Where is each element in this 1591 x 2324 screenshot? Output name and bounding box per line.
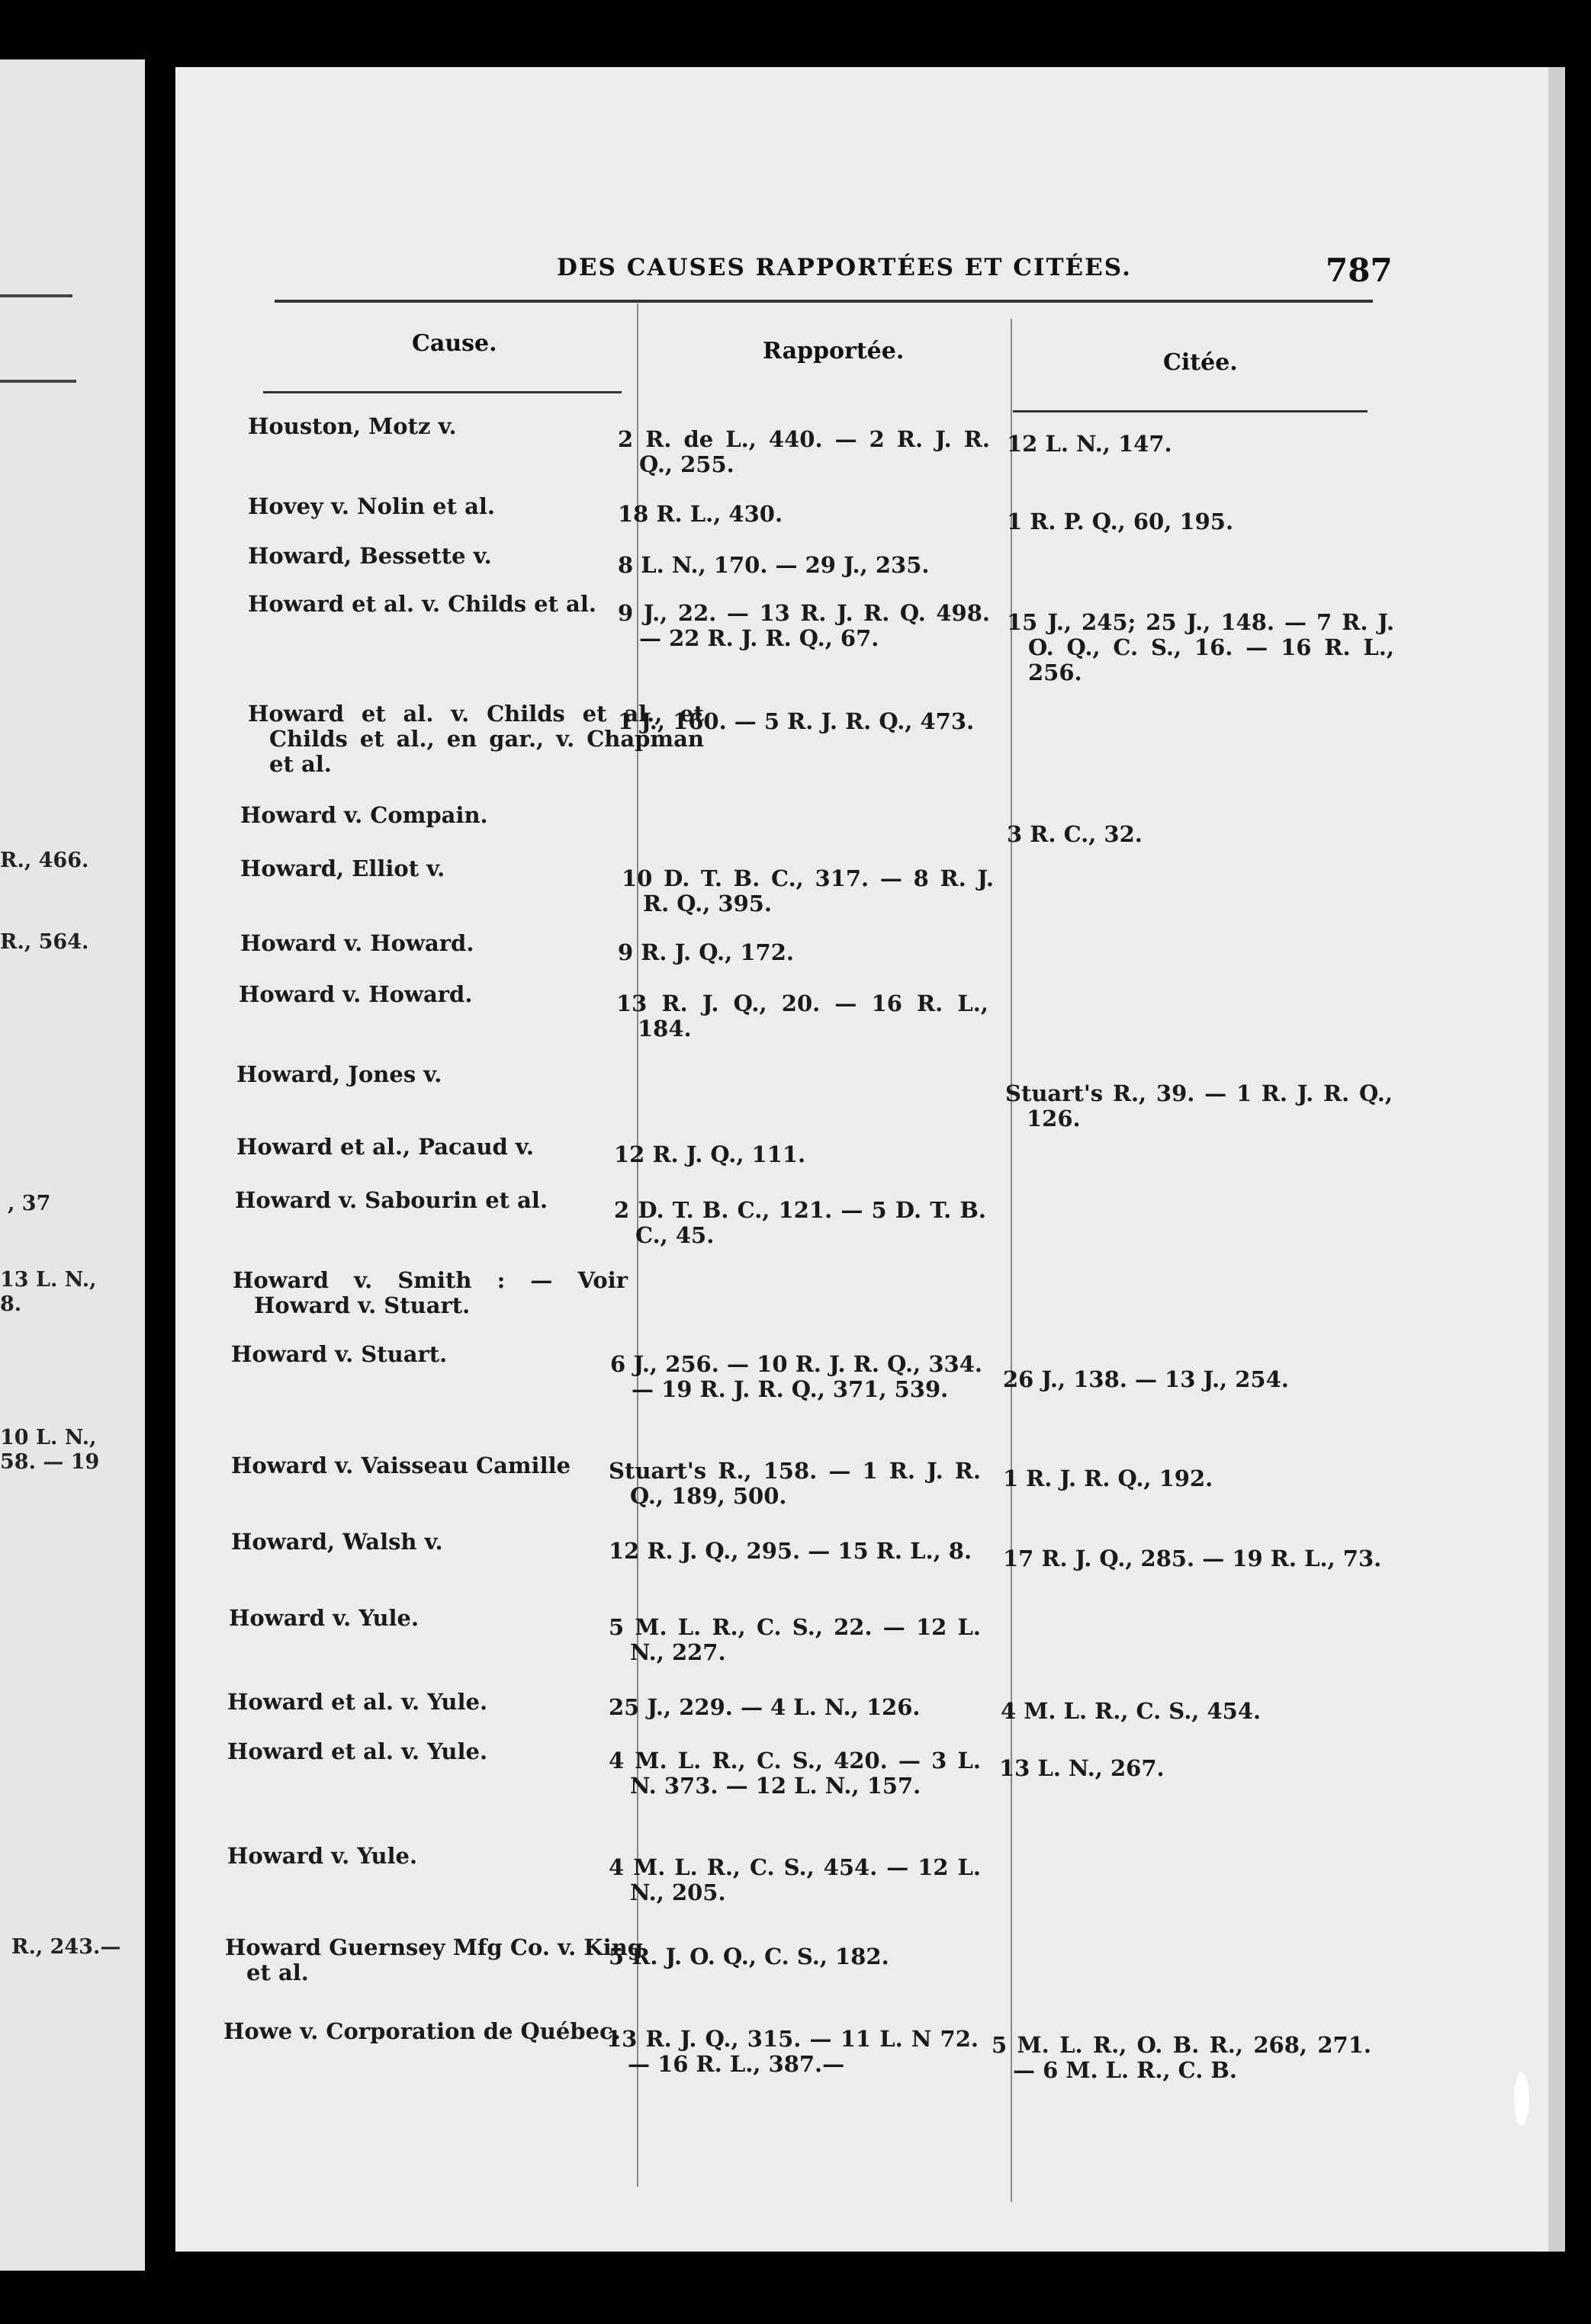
left-fragment: 58. — 19 [0,1450,100,1474]
page-edge [1548,67,1565,2252]
cause-cell: Howard v. Vaisseau Camille [231,1452,571,1478]
cause-cell: Howard v. Howard. [239,981,473,1007]
rapportee-cell: 9 R. J. Q., 172. [618,939,794,965]
citee-cell: 17 R. J. Q., 285. — 19 R. L., 73. [1003,1546,1382,1571]
column-header-cause: Cause. [412,330,497,357]
rapportee-cell: Stuart's R., 158. — 1 R. J. R. Q., 189, 500. [609,1458,981,1509]
rapportee-cell: 4 M. L. R., C. S., 454. — 12 L. N., 205. [609,1854,981,1905]
column-rule [1013,410,1368,412]
citee-cell: 1 R. P. Q., 60, 195. [1007,509,1234,534]
divider [0,380,76,383]
rapportee-cell: 25 J., 229. — 4 L. N., 126. [609,1694,921,1720]
column-rule [263,391,622,393]
citee-cell: 13 L. N., 267. [999,1755,1165,1781]
column-header-rapportee: Rapportée. [763,338,905,364]
column-divider [1011,319,1012,2202]
cause-cell: Howard v. Yule. [229,1605,419,1631]
cause-cell: Howard v. Stuart. [231,1341,448,1367]
running-title: DES CAUSES RAPPORTÉES ET CITÉES. [557,254,1132,281]
citee-cell: 4 M. L. R., C. S., 454. [1001,1698,1262,1724]
citee-cell: 12 L. N., 147. [1007,431,1172,457]
rapportee-cell: 9 J., 22. — 13 R. J. R. Q. 498. — 22 R. J. R. Q., 67. [618,600,990,651]
book-page [175,67,1565,2252]
cause-cell: Howard, Elliot v. [240,855,445,881]
divider [0,294,72,297]
citee-cell: 3 R. C., 32. [1007,821,1143,847]
cause-cell: Howard, Walsh v. [231,1529,443,1555]
citee-cell: 26 J., 138. — 13 J., 254. [1003,1366,1289,1392]
rapportee-cell: 12 R. J. Q., 295. — 15 R. L., 8. [609,1538,972,1564]
cause-cell: Howe v. Corporation de Québec. [223,2018,621,2044]
left-fragment: R., 243.— [11,1935,121,1959]
rapportee-cell: 13 R. J. Q., 315. — 11 L. N 72. — 16 R. L., 387.— [606,2026,979,2077]
scan-artifact [1514,2072,1529,2126]
left-fragment: , 37 [8,1192,51,1215]
citee-cell: 1 R. J. R. Q., 192. [1003,1465,1213,1491]
rapportee-cell: 10 D. T. B. C., 317. — 8 R. J. R. Q., 395. [622,865,994,916]
citee-cell: 15 J., 245; 25 J., 148. — 7 R. J. O. Q., C. S., 16. — 16 R. L., 256. [1007,609,1394,685]
left-fragment: 10 L. N., [0,1426,97,1449]
left-fragment: 8. [0,1292,22,1316]
rapportee-cell: 2 D. T. B. C., 121. — 5 D. T. B. C., 45. [614,1197,986,1248]
rapportee-cell: 12 R. J. Q., 111. [614,1141,806,1167]
cause-cell: Howard et al., Pacaud v. [236,1134,534,1160]
cause-cell: Howard et al. v. Childs et al. [248,591,596,617]
page-number: 787 [1326,252,1393,289]
citee-cell: 5 M. L. R., O. B. R., 268, 271. — 6 M. L. R., C. B. [992,2032,1371,2083]
cause-cell: Howard et al. v. Yule. [227,1689,488,1715]
cause-cell: Houston, Motz v. [248,413,457,439]
cause-cell: Howard et al. v. Yule. [227,1738,488,1764]
cause-cell: Howard v. Sabourin et al. [235,1187,548,1213]
previous-page-fragment [0,59,145,2271]
rapportee-cell: 13 R. J. Q., 20. — 16 R. L., 184. [616,990,988,1042]
rapportee-cell: 2 R. de L., 440. — 2 R. J. R. Q., 255. [618,426,990,477]
cause-cell: Hovey v. Nolin et al. [248,493,496,519]
rapportee-cell: 5 R. J. O. Q., C. S., 182. [609,1944,889,1969]
rapportee-cell: 5 M. L. R., C. S., 22. — 12 L. N., 227. [609,1614,981,1665]
rapportee-cell: 8 L. N., 170. — 29 J., 235. [618,552,930,578]
rapportee-cell: 1 J., 160. — 5 R. J. R. Q., 473. [618,708,975,734]
rapportee-cell: 4 M. L. R., C. S., 420. — 3 L. N. 373. — 12 L. N., 157. [609,1748,981,1799]
cause-cell: Howard v. Yule. [227,1843,418,1869]
cause-cell: Howard, Jones v. [236,1061,442,1087]
rapportee-cell: 6 J., 256. — 10 R. J. R. Q., 334. — 19 R. J. R. Q., 371, 539. [610,1351,982,1402]
column-header-citee: Citée. [1163,349,1238,376]
cause-cell: Howard, Bessette v. [248,543,492,569]
citee-cell: Stuart's R., 39. — 1 R. J. R. Q., 126. [1005,1080,1393,1132]
cause-cell: Howard Guernsey Mfg Co. v. King et al. [225,1934,643,1985]
cause-cell: Howard v. Howard. [240,930,474,956]
left-fragment: R., 564. [0,930,89,954]
header-rule [275,300,1373,303]
cause-cell: Howard et al. v. Childs et al., et Childs et al., en gar., v. Chapman et al. [248,701,704,777]
cause-cell: Howard v. Compain. [240,802,488,828]
cause-cell: Howard v. Smith : — Voir Howard v. Stuart. [233,1267,628,1318]
left-fragment: R., 466. [0,849,89,872]
left-fragment: 13 L. N., [0,1268,97,1292]
rapportee-cell: 18 R. L., 430. [618,501,783,527]
